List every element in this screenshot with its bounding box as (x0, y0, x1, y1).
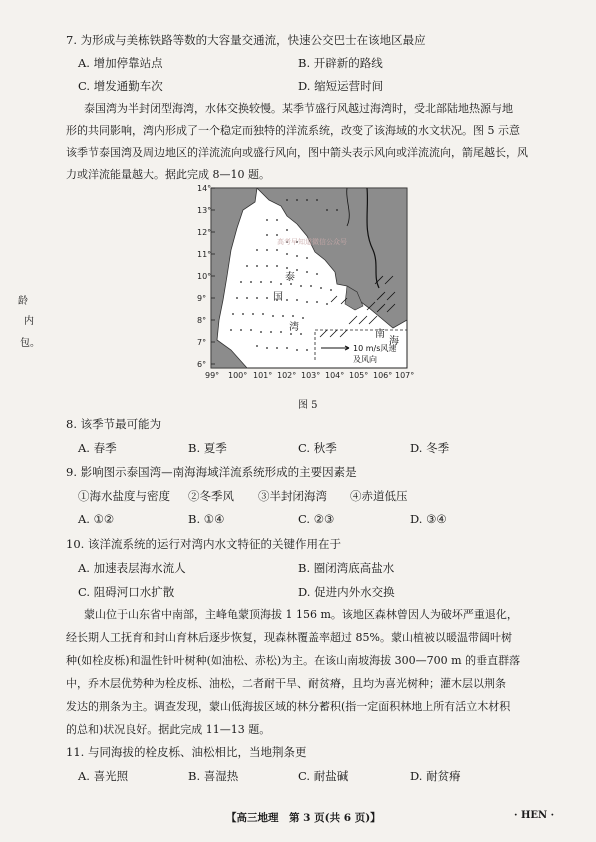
lat-label: 7° (197, 338, 207, 347)
q10-stem: 10. 该洋流系统的运行对湾内水文特征的关键作用在于 (66, 537, 341, 551)
lon-label: 100° (228, 371, 248, 380)
place-label-nan: 南 (375, 329, 385, 340)
q7-option-a: A. 增加停靠站点 (78, 56, 163, 70)
q11-option-a: A. 喜光照 (78, 769, 129, 783)
q9-stem: 9. 影响图示泰国湾—南海海域洋流系统形成的主要因素是 (66, 465, 357, 479)
q8-option-d: D. 冬季 (410, 441, 450, 455)
lon-label: 101° (253, 371, 273, 380)
lon-label: 105° (349, 371, 369, 380)
q11-option-b: B. 喜湿热 (188, 769, 239, 783)
q10-option-c: C. 阻碍河口水扩散 (78, 585, 175, 599)
q8-option-c: C. 秋季 (298, 441, 337, 455)
watermark: 高考早知道微信公众号 (277, 238, 347, 246)
legend-direction: 及风向 (353, 355, 377, 364)
lat-label: 6° (197, 360, 207, 369)
q8-option-b: B. 夏季 (188, 441, 227, 455)
q9-item-3: ③半封闭海湾 (258, 489, 327, 503)
q7-option-d: D. 缩短运营时间 (298, 79, 384, 93)
lat-label: 9° (197, 294, 207, 303)
q9-item-4: ④赤道低压 (350, 489, 408, 503)
place-label-hai: 海 (389, 336, 399, 347)
lon-label: 99° (205, 371, 220, 380)
passage2-line-4: 中，乔木层优势种为栓皮栎、油松，二者耐干旱、耐贫瘠，且均为喜光树种；灌木层以荆条 (66, 677, 506, 690)
passage2-line-2: 经长期人工抚育和封山育林后逐步恢复，现森林覆盖率超过 85%。蒙山植被以暖温带阔叶树 (66, 631, 512, 644)
q9-item-2: ②冬季风 (188, 489, 234, 503)
footer-code: · HEN · (514, 810, 555, 821)
passage2-line-1: 蒙山位于山东省中南部，主峰龟蒙顶海拔 1 156 m。该地区森林曾因人为破坏严重退化， (84, 608, 518, 621)
lat-label: 10° (197, 272, 212, 281)
place-label-wan: 湾 (289, 322, 299, 333)
lon-label: 106° (373, 371, 393, 380)
figure-caption: 图 5 (298, 400, 318, 411)
q9-item-1: ①海水盐度与密度 (78, 489, 170, 503)
passage1-line-3: 该季节泰国湾及周边地区的洋流流向或盛行风向，图中箭头表示风向或洋流流向，箭尾越长，风 (66, 146, 528, 159)
q8-option-a: A. 春季 (78, 441, 117, 455)
q7-option-c: C. 增发通勤车次 (78, 79, 163, 93)
q11-option-c: C. 耐盐碱 (298, 769, 349, 783)
lat-label: 12° (197, 228, 212, 237)
place-label-tai: 泰 (285, 272, 295, 283)
lat-label: 14° (197, 184, 212, 193)
passage2-line-3: 种(如栓皮栎)和温性针叶树种(如油松、赤松)为主。在该山南坡海拔 300—700 m 的垂直群落 (66, 654, 521, 667)
lon-label: 103° (301, 371, 321, 380)
lon-label: 104° (325, 371, 345, 380)
q11-stem: 11. 与同海拔的栓皮栎、油松相比，当地荆条更 (66, 745, 307, 759)
lat-label: 8° (197, 316, 207, 325)
sidebar-char-2: 内 (24, 316, 34, 327)
q7-stem: 7. 为形成与美栋铁路等数的大容量交通流，快速公交巴士在该地区最应 (66, 33, 426, 47)
passage1-line-2: 形的共同影响，湾内形成了一个稳定而独特的洋流系统，改变了该海域的水文状况。图 5 示意 (66, 124, 520, 137)
passage2-line-5: 发达的荆条为主。调查发现，蒙山低海拔区域的林分蓄积(指一定面积林地上所有活立木材积 (66, 700, 511, 713)
passage1-line-4: 力或洋流能量越大。据此完成 8—10 题。 (66, 168, 270, 181)
legend-speed: 10 m/s风速 (353, 344, 397, 353)
q8-stem: 8. 该季节最可能为 (66, 417, 162, 431)
sidebar-char-3: 包。 (20, 338, 40, 349)
q9-option-c: C. ②③ (298, 512, 335, 526)
q9-option-a: A. ①② (78, 512, 115, 526)
sidebar-char-1: 龄 (18, 296, 28, 307)
lat-label: 11° (197, 250, 212, 259)
map-svg (197, 180, 415, 395)
q9-option-d: D. ③④ (410, 512, 447, 526)
page-footer: 【高三地理 第 3 页(共 6 页)】 (226, 812, 381, 824)
q7-option-b: B. 开辟新的路线 (298, 56, 383, 70)
q9-option-b: B. ①④ (188, 512, 225, 526)
passage2-line-6: 的总和)状况良好。据此完成 11—13 题。 (66, 723, 271, 736)
lon-label: 102° (277, 371, 297, 380)
q11-option-d: D. 耐贫瘠 (410, 769, 461, 783)
passage1-line-1: 泰国湾为半封闭型海湾，水体交换较慢。某季节盛行风越过海湾时，受北部陆地热源与地 (84, 102, 513, 115)
lat-label: 13° (197, 206, 212, 215)
q10-option-b: B. 圈闭湾底高盐水 (298, 561, 395, 575)
q10-option-a: A. 加速表层海水流人 (78, 561, 186, 575)
q10-option-d: D. 促进内外水交换 (298, 585, 395, 599)
place-label-guo: 国 (273, 292, 283, 303)
lon-label: 107° (395, 371, 415, 380)
figure-5-map (197, 180, 415, 395)
